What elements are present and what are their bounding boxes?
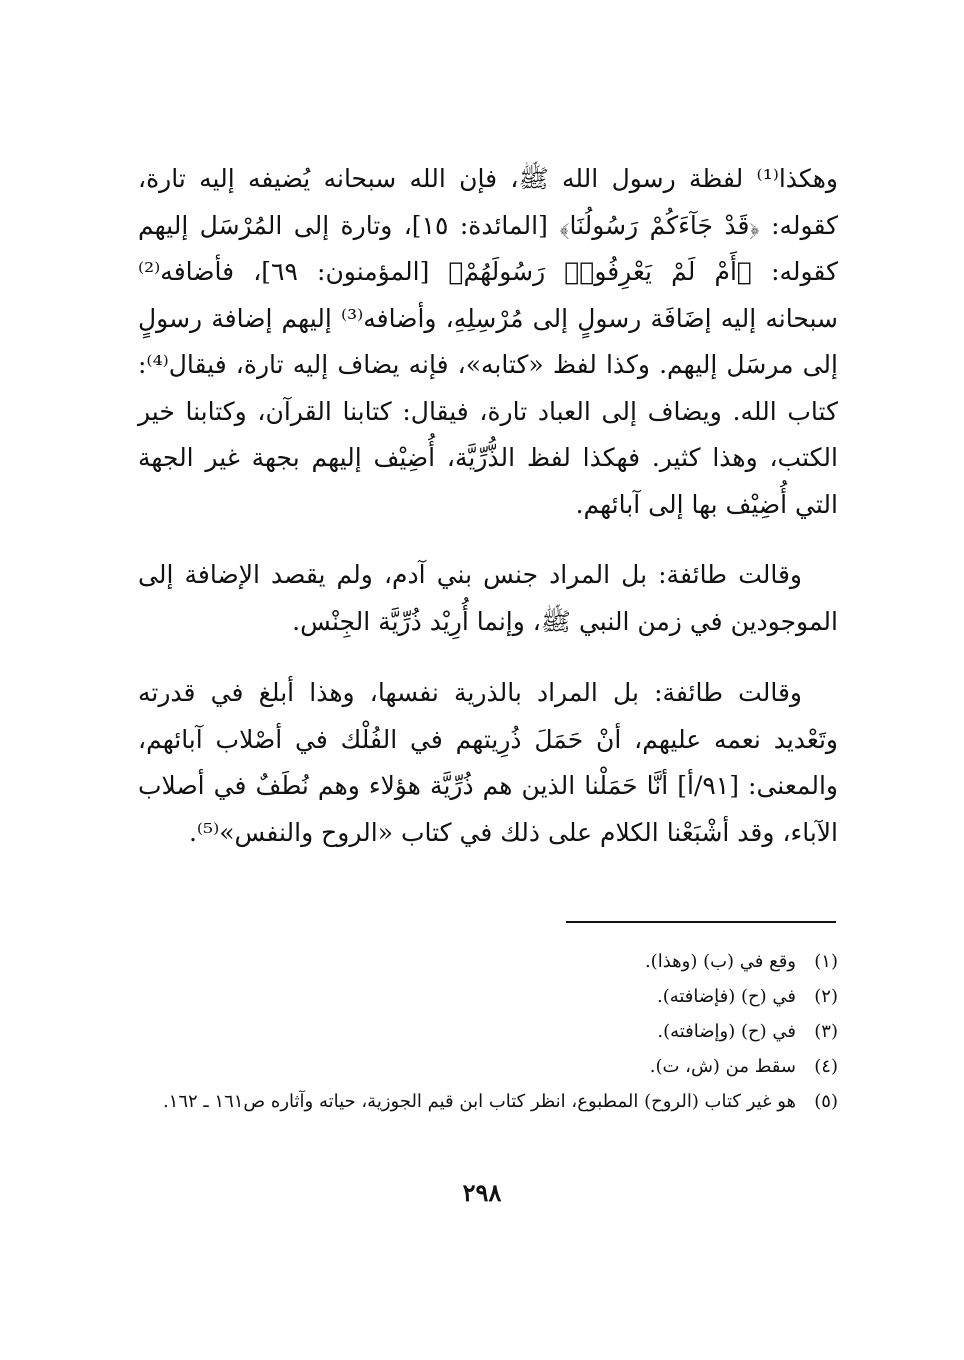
paragraph-3: [138, 670, 838, 856]
footnote-2: [138, 979, 838, 1014]
footnote-text: في (ح) (وإضافته).: [657, 1021, 796, 1042]
footnote-number: (٢): [814, 986, 838, 1007]
footnote-number: (٣): [814, 1021, 838, 1042]
footnote-4: [138, 1049, 838, 1084]
footnote-number: (١): [814, 951, 838, 972]
footnote-3: [138, 1014, 838, 1049]
footnote-number: (٥): [814, 1091, 838, 1112]
footnote-text: في (ح) (فإضافته).: [656, 986, 796, 1007]
footnote-5: [138, 1084, 838, 1119]
paragraph-1: [138, 156, 838, 528]
footnote-text: وقع في (ب) (وهذا).: [644, 951, 796, 972]
page-number: ٢٩٨: [462, 1178, 502, 1207]
paragraph-text: وقالت طائفة: بل المراد بالذرية نفسها، وهذا أبلغ في قدرته وتَعْديد نعمه عليهم، أنْ حَمَلَ ذُرِيتهم في الفُلْك في أصْلاب آبائهم، والمعنى: [٩١/أ] أنَّا حَمَلْنا الذين هم ذُرِّيَّة هؤلاء وهم نُطَفٌ في أصلاب الآباء، وقد أشْبَعْنا الكلام على ذلك في كتاب «الروح والنفس»⁽⁵⁾.: [138, 678, 838, 847]
footnotes: [138, 944, 838, 1119]
footnote-text: سقط من (ش، ت).: [649, 1056, 796, 1077]
paragraph-text: وهكذا⁽¹⁾ لفظة رسول الله ﷺ، فإن الله سبحانه يُضيفه إليه تارة، كقوله: ﴿قَدْ جَآءَكُمْ رَسُولُنَا﴾ [المائدة: ١٥]، وتارة إلى المُرْسَل إليهم كقوله: ﴿أَمْ لَمْ يَعْرِفُوا۟ رَسُولَهُمْ﴾ [المؤمنون: ٦٩]، فأضافه⁽²⁾ سبحانه إليه إضَافَة رسولٍ إلى مُرْسِلِهِ، وأضافه⁽³⁾ إليهم إضافة رسولٍ إلى مرسَل إليهم. وكذا لفظ «كتابه»، فإنه يضاف إليه تارة، فيقال⁽⁴⁾: كتاب الله. ويضاف إلى العباد تارة، فيقال: كتابنا القرآن، وكتابنا خير الكتب، وهذا كثير. فهكذا لفظ الذُّرِّيَّة، أُضِيْف إليهم بجهة غير الجهة التي أُضِيْف بها إلى آبائهم.: [138, 164, 838, 519]
footnote-1: [138, 944, 838, 979]
footnote-separator: [566, 921, 836, 923]
paragraph-2: [138, 552, 838, 645]
footnote-text: هو غير كتاب (الروح) المطبوع، انظر كتاب ابن قيم الجوزية، حياته وآثاره ص١٦١ ـ ١٦٢.: [162, 1091, 796, 1112]
paragraph-text: وقالت طائفة: بل المراد جنس بني آدم، ولم يقصد الإضافة إلى الموجودين في زمن النبي ﷺ، وإنما أُرِيْد ذُرِّيَّة الجِنْس.: [138, 560, 838, 636]
footnote-number: (٤): [814, 1056, 838, 1077]
